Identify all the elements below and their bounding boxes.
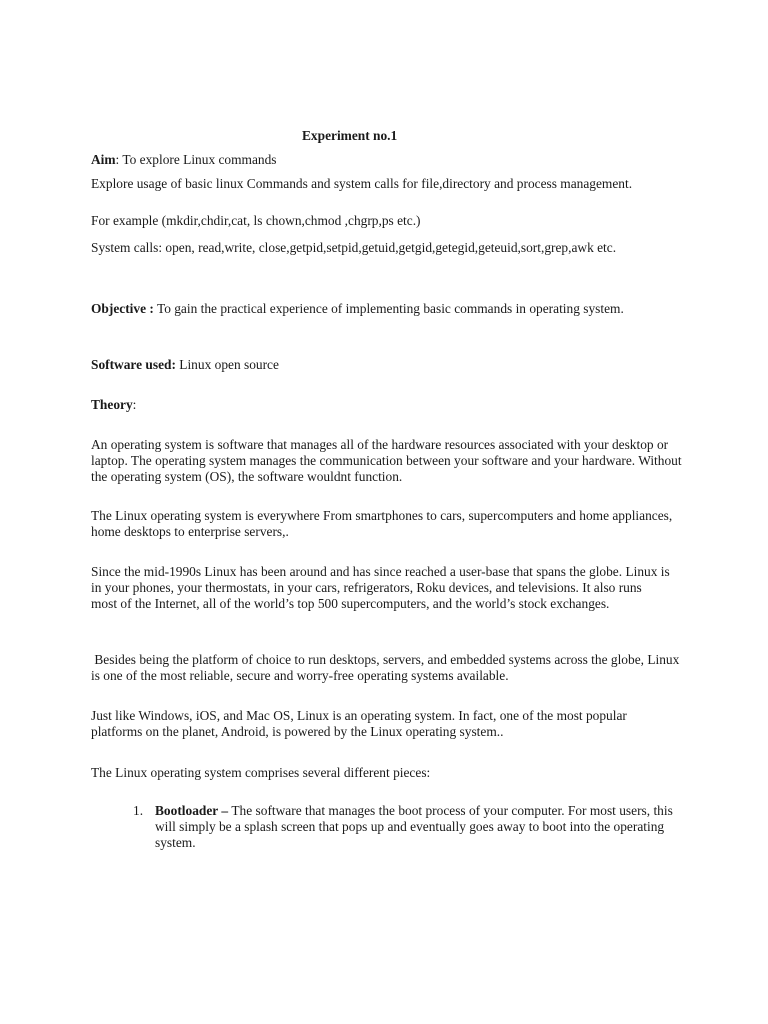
explore-paragraph: Explore usage of basic linux Commands and system calls for file,directory and process management.: [91, 176, 633, 191]
list-text: The software that manages the boot process of your computer. For most users, this will simply be a splash screen that pops up and eventually goes away to boot into the operating system.: [155, 803, 673, 850]
theory-label: Theory: [91, 397, 133, 412]
paragraph-platform: Besides being the platform of choice to run desktops, servers, and embedded systems across the globe, Linux is one of the most reliable, secure and worry-free operating systems available.: [91, 652, 683, 683]
paragraph-linux-everywhere: The Linux operating system is everywhere From smartphones to cars, supercomputers and home appliances, home desktops to enterprise servers,.: [91, 508, 673, 539]
software-label: Software used:: [91, 357, 176, 372]
list-body: [155, 803, 695, 851]
theory-colon: :: [132, 397, 137, 412]
theory-heading: [91, 397, 691, 413]
syscalls-paragraph: System calls: open, read,write, close,getpid,setpid,getuid,getgid,getegid,geteuid,sort,grep,awk etc.: [91, 240, 617, 255]
aim-text: : To explore Linux commands: [115, 152, 277, 167]
objective-paragraph: [91, 301, 661, 317]
list-number: 1.: [133, 803, 144, 818]
example-paragraph: For example (mkdir,chdir,cat, ls chown,chmod ,chgrp,ps etc.): [91, 213, 421, 228]
paragraph-os: An operating system is software that manages all of the hardware resources associated with your desktop or laptop. The operating system manages the communication between your software and your hardware. Without the operating system (OS), the software wouldnt function.: [91, 437, 682, 484]
document-title: Experiment no.1: [302, 128, 398, 143]
aim-label: Aim: [91, 152, 116, 167]
paragraph-comparison: Just like Windows, iOS, and Mac OS, Linux is an operating system. In fact, one of the most popular platforms on the planet, Android, is powered by the Linux operating system..: [91, 708, 627, 739]
objective-text: To gain the practical experience of implementing basic commands in operating system.: [153, 301, 624, 316]
list-term: Bootloader –: [155, 803, 232, 818]
software-paragraph: [91, 357, 691, 373]
software-text: Linux open source: [175, 357, 279, 372]
paragraph-history: Since the mid-1990s Linux has been around and has since reached a user-base that spans the globe. Linux is in your phones, your thermostats, in your cars, refrigerators, Roku devices, and televisions. It also runs most of the Internet, all of the world’s top 500 supercomputers, and the world’s stock exchanges.: [91, 564, 670, 611]
paragraph-pieces: The Linux operating system comprises several different pieces:: [91, 765, 431, 780]
aim-line: [91, 152, 691, 168]
objective-label: Objective :: [91, 301, 154, 316]
